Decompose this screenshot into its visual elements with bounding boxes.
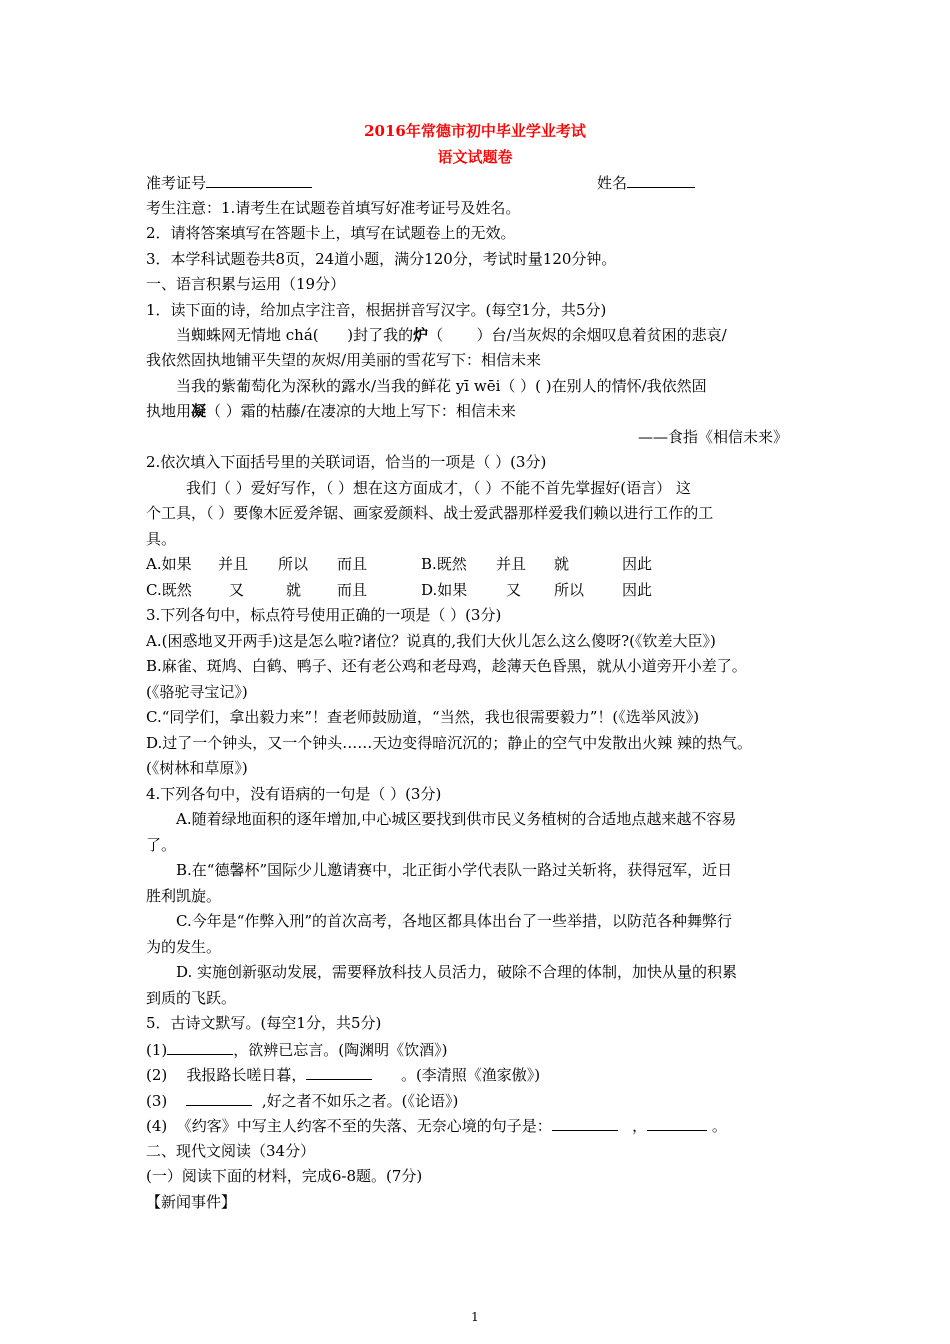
- q5-blank-2[interactable]: [306, 1064, 372, 1080]
- q1-line2: 我依然固执地铺平失望的灰烬/用美丽的雪花写下：相信未来: [146, 351, 542, 369]
- q4-opt-a-cont: 了。: [146, 836, 177, 854]
- note-1: 考生注意：1.请考生在试题卷首填写好准考证号及姓名。: [146, 199, 521, 217]
- name-label: 姓名: [597, 174, 628, 192]
- q4-opt-b[interactable]: B.在“德馨杯”国际少儿邀请赛中，北正街小学代表队一路过关斩将，获得冠军，近日: [176, 861, 733, 879]
- q1-l1b: )封了我的: [347, 326, 414, 344]
- q3-opt-b-cont: (《骆驼寻宝记》): [146, 683, 248, 701]
- q5-item-2: [146, 1064, 540, 1085]
- q5-stem: 5．古诗文默写。(每空1分，共5分): [146, 1014, 382, 1032]
- q2-opt-a[interactable]: A.如果: [146, 555, 192, 573]
- q3-opt-b[interactable]: B.麻雀、斑鸠、白鹤、鸭子、还有老公鸡和老母鸡，趁薄天色昏黑，就从小道旁开小差了。: [146, 657, 747, 675]
- q2-opt-c-w2: 又: [229, 581, 245, 599]
- q5-i4-text-c: 。: [711, 1117, 727, 1135]
- q1-line1: [176, 325, 727, 345]
- q2-opt-d-w2: 又: [506, 581, 522, 599]
- q5-i3-text: ,好之者不如乐之者。(《论语》): [261, 1092, 459, 1110]
- q3-opt-c[interactable]: C.“同学们，拿出毅力来”！查老师鼓励道，“当然，我也很需要毅力”！(《选举风波》): [146, 708, 700, 726]
- exam-id-field[interactable]: [146, 172, 312, 193]
- q2-stem: 2.依次填入下面括号里的关联词语，恰当的一项是（ ）(3分): [146, 453, 547, 471]
- q2-opt-a-w2: 并且: [218, 555, 249, 573]
- q1-l1d: ）台/当灰烬的余烟叹息着贫困的悲哀/: [476, 326, 727, 344]
- q5-i2-num: (2): [146, 1066, 168, 1084]
- q4-opt-b-cont: 胜利凯旋。: [146, 887, 222, 905]
- q2-opt-a-w4: 而且: [337, 555, 368, 573]
- q5-item-4: [146, 1115, 727, 1136]
- q2-opt-b[interactable]: B.既然: [421, 555, 467, 573]
- q2-opt-c-w4: 而且: [337, 581, 368, 599]
- q3-opt-d-cont: (《树林和草原》): [146, 759, 248, 777]
- q1-stem: 1．读下面的诗，给加点字注音，根据拼音写汉字。(每空1分，共5分): [146, 301, 607, 319]
- q5-blank-4[interactable]: [552, 1115, 618, 1131]
- q5-i1-num: (1): [146, 1041, 168, 1059]
- q5-i3-num: (3): [146, 1092, 168, 1110]
- exam-id-label: 准考证号: [146, 174, 207, 192]
- q2-opt-b-w2: 并且: [496, 555, 527, 573]
- q5-blank-5[interactable]: [647, 1115, 707, 1131]
- q3-opt-d[interactable]: D.过了一个钟头，又一个钟头……天边变得暗沉沉的；静止的空气中发散出火辣 辣的热气。: [146, 734, 753, 752]
- dotted-char-lu: 炉: [413, 326, 429, 344]
- name-field[interactable]: [597, 172, 695, 193]
- q1-l4b: （ ）霜的枯藤/在凄凉的大地上写下：相信未来: [206, 402, 516, 420]
- q2-opt-c[interactable]: C.既然: [146, 581, 192, 599]
- page-number: 1: [471, 1310, 479, 1324]
- q2-line1: 我们（ ）爱好写作，（ ）想在这方面成才，（ ）不能不首先掌握好(语言） 这: [186, 479, 691, 497]
- q5-i4-num: (4): [146, 1117, 168, 1135]
- q2-opt-b-w3: 就: [554, 555, 570, 573]
- q2-opt-b-w4: 因此: [622, 555, 653, 573]
- exam-subtitle: 语文试题卷: [437, 148, 513, 166]
- note-2: 2．请将答案填写在答题卡上，填写在试题卷上的无效。: [146, 224, 516, 242]
- q1-line3: 当我的紫葡萄化为深秋的露水/当我的鲜花 yī wēi（ ）( )在别人的情怀/我依然固: [176, 377, 707, 395]
- q2-opt-d-w3: 所以: [554, 581, 585, 599]
- section1-heading: 一、语言积累与运用（19分）: [146, 275, 346, 293]
- q4-opt-c[interactable]: C.今年是“作弊入刑”的首次高考，各地区都具体出台了一些举措，以防范各种舞弊行: [176, 912, 733, 930]
- q4-opt-d-cont: 到质的飞跃。: [146, 989, 237, 1007]
- name-blank[interactable]: [627, 172, 695, 188]
- q2-line2: 个工具，（ ）要像木匠爱斧锯、画家爱颜料、战士爱武器那样爱我们赖以进行工作的工: [146, 504, 714, 522]
- q1-line4: [146, 401, 516, 421]
- exam-title: 2016年常德市初中毕业学业考试: [364, 122, 586, 140]
- q5-item-3: [146, 1090, 458, 1111]
- q5-i2-text-a: 我报路长嗟日暮，: [186, 1066, 307, 1084]
- q4-opt-a[interactable]: A.随着绿地面积的逐年增加,中心城区要找到供市民义务植树的合适地点越来越不容易: [176, 810, 737, 828]
- q1-l4a: 执地用: [146, 402, 192, 420]
- q5-i2-text-b: 。(李清照《渔家傲》): [400, 1066, 541, 1084]
- q2-opt-c-w3: 就: [286, 581, 302, 599]
- exam-id-blank[interactable]: [206, 172, 312, 188]
- q3-opt-a[interactable]: A.(困惑地叉开两手)这是怎么啦?诸位？说真的,我们大伙儿怎么这么傻呀?(《钦差大臣》): [146, 632, 716, 650]
- q3-stem: 3.下列各句中，标点符号使用正确的一项是（ ）(3分): [146, 606, 502, 624]
- q4-opt-c-cont: 为的发生。: [146, 938, 222, 956]
- q2-opt-a-w3: 所以: [278, 555, 309, 573]
- section2-heading: 二、现代文阅读（34分）: [146, 1142, 316, 1160]
- note-3: 3．本学科试题卷共8页，24道小题，满分120分，考试时量120分钟。: [146, 250, 617, 268]
- q5-i4-text-a: 《约客》中写主人约客不至的失落、无奈心境的句子是：: [176, 1117, 552, 1135]
- q5-i4-text-b: ，: [632, 1117, 648, 1135]
- dotted-char-ning: 凝: [191, 402, 207, 420]
- q2-opt-d[interactable]: D.如果: [421, 581, 468, 599]
- q5-item-1: [146, 1039, 447, 1060]
- news-event-tag: 【新闻事件】: [146, 1193, 237, 1211]
- q5-i1-text: ，欲辨已忘言。(陶渊明《饮酒》): [233, 1041, 448, 1059]
- q2-opt-d-w4: 因此: [622, 581, 653, 599]
- q4-stem: 4.下列各句中，没有语病的一句是（ ）(3分): [146, 785, 442, 803]
- q1-source: ——食指《相信未来》: [638, 428, 789, 446]
- q2-line3: 具。: [146, 530, 177, 548]
- q5-blank-1[interactable]: [167, 1039, 233, 1055]
- section2-sub: (一）阅读下面的材料，完成6-8题。(7分): [146, 1167, 423, 1185]
- q1-l1c: （: [428, 326, 444, 344]
- q4-opt-d[interactable]: D. 实施创新驱动发展，需要释放科技人员活力，破除不合理的体制，加快从量的积累: [176, 963, 738, 981]
- q5-blank-3[interactable]: [186, 1090, 252, 1106]
- q1-l1a: 当蜘蛛网无情地 chá(: [176, 326, 319, 344]
